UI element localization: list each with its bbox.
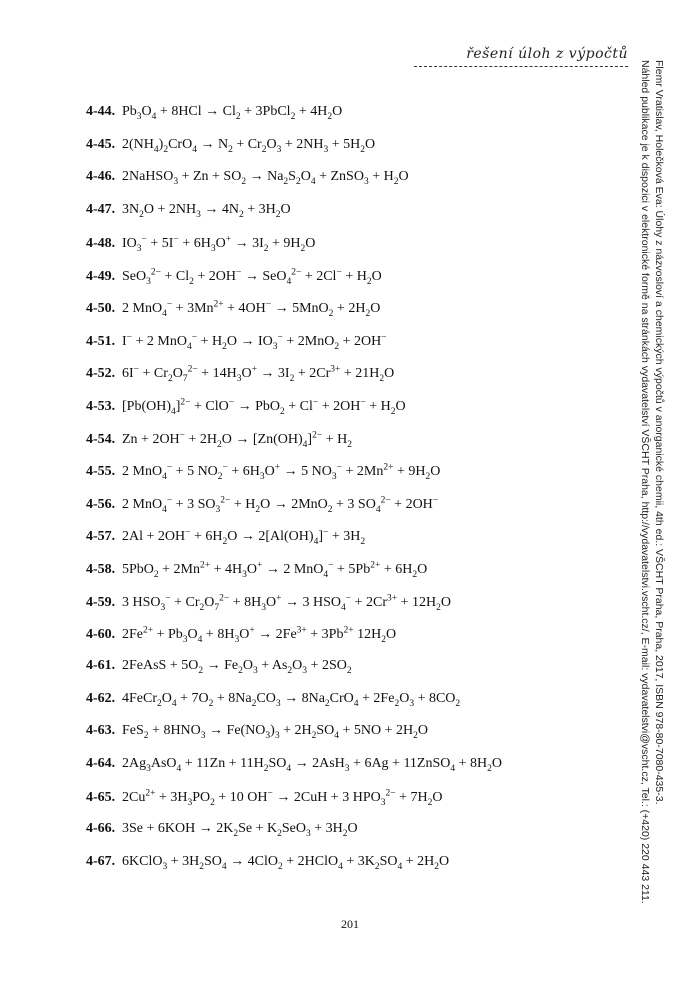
equation-text: 2NaHSO$_3$ + $Zn + SO_2 \to Na_2S_2O_4$ + ZnSO$_3$ + $H_2O$ xyxy=(122,169,409,187)
equation-row xyxy=(86,691,502,724)
equation-number: 4-62. xyxy=(86,690,116,706)
equation-number: 4-48. xyxy=(86,236,116,252)
equation-text: $Zn + 2OH^- + 2H_2O \to [Zn(OH)_4]^{2-} + H_2$ xyxy=(122,429,352,450)
equation-text: $6I^- + Cr_2O_7^{2-} + 14H_3O^+ \to 3I_2 + 2Cr^{3+} + 21H_2O$ xyxy=(122,364,395,385)
equation-row xyxy=(86,365,502,398)
equation-row xyxy=(86,756,502,789)
equation-number: 4-52. xyxy=(86,366,116,382)
equation-row xyxy=(86,300,502,333)
equation-row xyxy=(86,202,502,235)
equation-row xyxy=(86,723,502,756)
equation-list xyxy=(86,104,502,886)
equation-number: 4-44. xyxy=(86,104,116,119)
equation-number: 4-60. xyxy=(86,627,116,643)
equation-text: 2 $MnO_4^- + 3Mn^{2+} + 4OH^- \to 5MnO_2 + 2H_2O$ xyxy=(122,299,381,320)
equation-number: 4-67. xyxy=(86,853,116,869)
equation-text: 2FeAsS + $5O_2 \to Fe_2O_3 + As_2O_3 + 2SO_2$ xyxy=(122,658,352,676)
equation-number: 4-55. xyxy=(86,464,116,480)
equation-text: $4FeCr_2O_4 + 7O_2 + 8Na_2CO_3 \to 8Na_2CrO_4 + 2Fe_2O_3 + 8CO_2$ xyxy=(122,690,461,709)
equation-text: $FeS_2 + 8HNO_3 \to Fe(NO_3)_3 + 2H_2SO_4 + 5NO + 2H_2O$ xyxy=(122,723,429,742)
equation-row xyxy=(86,821,502,854)
equation-row xyxy=(86,560,502,593)
equation-row xyxy=(86,528,502,561)
equation-number: 4-45. xyxy=(86,136,116,152)
equation-row xyxy=(86,495,502,528)
equation-number: 4-58. xyxy=(86,561,116,577)
equation-number: 4-47. xyxy=(86,201,116,217)
equation-number: 4-54. xyxy=(86,431,116,447)
equation-row xyxy=(86,104,502,137)
equation-text: $2Ag_3AsO_4 + 11Zn + 11H_2SO_4 \to 2AsH_3 + 6Ag$ + 11ZnSO$_4$ + $8H_2O$ xyxy=(122,755,503,774)
equation-text: $[Pb(OH)_4]^{2-} + ClO^- \to PbO_2 + Cl^- + 2OH^- + H_2O$ xyxy=(122,397,406,417)
equation-text: 2 MnO$_4$− + 3 $SO_3^{2-} + H_2O \to 2MnO_2 + 3$ $SO_4^{2-} + 2OH^-$ xyxy=(122,495,439,515)
equation-text: $3Se + 6KOH \to 2K_2Se + K_2SeO_3 + 3H_2O$ xyxy=(122,821,358,839)
equation-row xyxy=(86,463,502,496)
equation-text: I− + 2 $MnO_4^- + H_2O \to IO_3^- + 2MnO_2 + 2OH^-$ xyxy=(122,332,387,352)
equation-text: $2Cu^{2+} + 3H_3PO_2 + 10$ OH− → 2CuH + 3 $HPO_3^{2-} + 7H_2O$ xyxy=(122,788,443,808)
equation-text: $2Al + 2OH^- + 6H_2O \to 2[Al(OH)_4]^- + 3H_2$ xyxy=(122,527,366,548)
equation-text: $2Fe^{2+} + Pb_3O_4 + 8H_3O^+ \to 2Fe^{3+} + 3Pb^{2+}$ $12H_2O$ xyxy=(122,625,397,645)
sidebar-line-1: Flemr Vratislav, Holečková Eva: Úlohy z názvosloví a chemických výpočtů v anorganické chemii, 4th ed.: VŠCHT Praha, Praha, 2017, ISBN 978-80-7080-435-3. xyxy=(653,60,665,805)
equation-number: 4-46. xyxy=(86,169,116,185)
equation-text: $IO_3^- + 5I^- + 6H_3O^+ \to 3I_2 + 9H_2O$ xyxy=(122,234,316,254)
equation-number: 4-49. xyxy=(86,268,116,284)
equation-number: 4-63. xyxy=(86,723,116,739)
page-number: 201 xyxy=(341,917,359,931)
equation-row xyxy=(86,169,502,202)
equation-row xyxy=(86,788,502,821)
equation-text: $5PbO_2 + 2Mn^{2+} + 4H_3O^+ \to 2$ $MnO_4^- + 5Pb^{2+} + 6H_2O$ xyxy=(122,560,428,580)
equation-number: 4-56. xyxy=(86,496,116,512)
equation-text: 6KClO$_3$ + $3H_2SO_4 \to 4ClO_2$ + 2HClO$_4$ + $3K_2SO_4 + 2H_2O$ xyxy=(122,853,450,872)
equation-number: 4-51. xyxy=(86,333,116,349)
equation-row xyxy=(86,658,502,691)
equation-row xyxy=(86,234,502,267)
equation-row xyxy=(86,267,502,300)
equation-row xyxy=(86,854,502,887)
sidebar-line-2: Náhled publikace je k dispozici v elektronické formě na stránkách vydavatelství VŠCHT Praha, http://vydavatelstvi.vscht.cz/, E-mail: vydavatelstvi@vscht.cz, Tel.: (+420) 220 443 211. xyxy=(639,60,651,904)
sidebar-copyright-notice xyxy=(638,60,666,920)
equation-text: 2 MnO$_4$− + 5 $NO_2^- + 6H_3O^+ \to 5$ $NO_3^- + 2Mn^{2+} + 9H_2O$ xyxy=(122,462,441,482)
equation-text: $Pb_3O_4 + 8HCl \to Cl_2$ + 3PbCl$_2$ + $4H_2O$ xyxy=(122,104,343,122)
header-dashed-rule xyxy=(414,66,628,67)
equation-text: $SeO_3^{2-} + Cl_2 + 2OH^- \to SeO_4^{2-} + 2Cl^- + H_2O$ xyxy=(122,266,382,287)
equation-number: 4-53. xyxy=(86,399,116,414)
equation-number: 4-64. xyxy=(86,755,116,771)
equation-number: 4-57. xyxy=(86,529,116,545)
equation-number: 4-65. xyxy=(86,790,116,806)
equation-number: 4-66. xyxy=(86,821,116,837)
equation-text: 3 $HSO_3^- + Cr_2O_7^{2-} + 8H_3O^+ \to 3$ $HSO_4^- + 2Cr^{3+} + 12H_2O$ xyxy=(122,592,452,613)
equation-text: $2(NH_4)_2CrO_4 \to N_2 + Cr_2O_3 + 2NH_3 + 5H_2O$ xyxy=(122,136,376,155)
equation-number: 4-61. xyxy=(86,658,116,674)
equation-row xyxy=(86,593,502,626)
equation-number: 4-50. xyxy=(86,301,116,317)
equation-row xyxy=(86,430,502,463)
equation-number: 4-59. xyxy=(86,594,116,610)
equation-row xyxy=(86,397,502,430)
equation-row xyxy=(86,137,502,170)
equation-row xyxy=(86,332,502,365)
equation-text: $3N_2O + 2NH_3 \to 4N_2 + 3H_2O$ xyxy=(122,201,291,220)
running-header: řešení úloh z výpočtů xyxy=(466,46,628,62)
equation-row xyxy=(86,626,502,659)
